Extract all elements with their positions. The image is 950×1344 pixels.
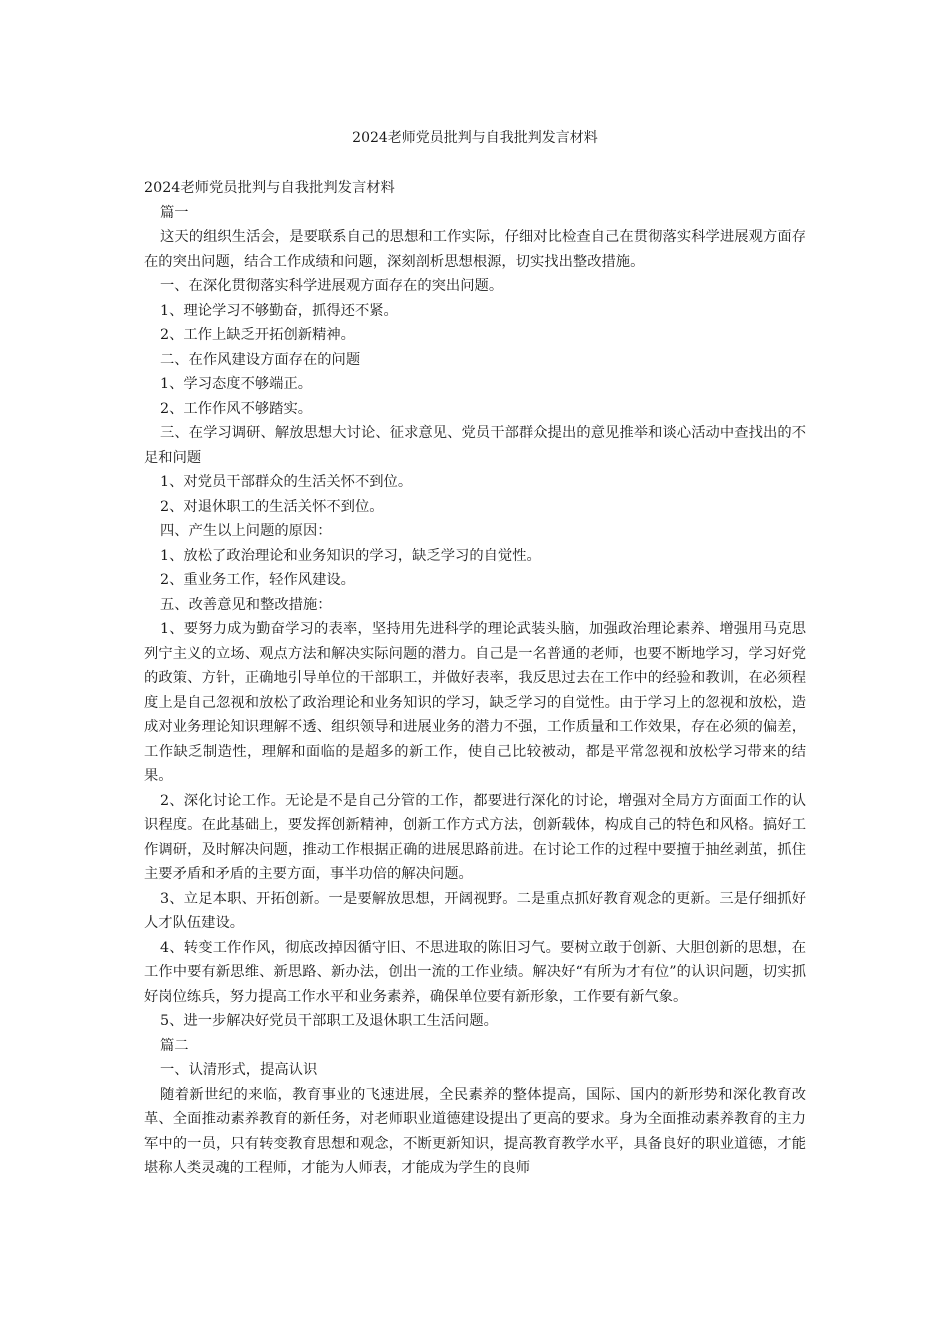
- paragraph: 一、在深化贯彻落实科学进展观方面存在的突出问题。: [160, 278, 504, 294]
- paragraph: 五、改善意见和整改措施：: [160, 596, 332, 613]
- paragraph: 3、立足本职、开拓创新。一是要解放思想，开阔视野。二是重点抓好教育观念的更新。三是仔细抓好人才队伍建设。: [144, 890, 806, 931]
- paragraph: 1、学习态度不够端正。: [160, 376, 313, 392]
- document-body: [144, 176, 806, 1181]
- paragraph: 5、进一步解决好党员干部职工及退休职工生活问题。: [160, 1013, 498, 1029]
- paragraph: 2、工作作风不够踏实。: [160, 400, 313, 417]
- paragraph: 4、转变工作作风，彻底改掉因循守旧、不思进取的陈旧习气。要树立敢于创新、大胆创新的思想，在工作中要有新思维、新思路、新办法，创出一流的工作业绩。解决好“有所为才有位”的认识问题，切实抓好岗位练兵，努力提高工作水平和业务素养，确保单位要有新形象，工作要有新气象。: [144, 939, 806, 1005]
- paragraph: 四、产生以上问题的原因：: [160, 523, 332, 539]
- document-title: 2024老师党员批判与自我批判发言材料: [352, 130, 598, 146]
- paragraph: 一、认清形式，提高认识: [160, 1062, 318, 1078]
- paragraph: 2、重业务工作，轻作风建设。: [160, 572, 355, 588]
- paragraph: 2024老师党员批判与自我批判发言材料: [144, 180, 395, 196]
- paragraph: 二、在作风建设方面存在的问题: [160, 351, 361, 368]
- paragraph: 篇二: [160, 1037, 189, 1054]
- paragraph: 2、深化讨论工作。无论是不是自己分管的工作，都要进行深化的讨论，增强对全局方方面面工作的认识程度。在此基础上，要发挥创新精神，创新工作方式方法，创新载体，构成自己的特色和风格。搞好工作调研，及时解决问题，推动工作根据正确的进展思路前进。在讨论工作的过程中要擅于抽丝剥茧，抓住主要矛盾和矛盾的主要方面，事半功倍的解决问题。: [144, 792, 806, 882]
- paragraph: 1、要努力成为勤奋学习的表率，坚持用先进科学的理论武装头脑，加强政治理论素养、增强用马克思列宁主义的立场、观点方法和解决实际问题的潜力。自己是一名普通的老师，也要不断地学习，学习好党的政策、方针，正确地引导单位的干部职工，并做好表率，我反思过去在工作中的经验和教训，在必须程度上是自己忽视和放松了政治理论和业务知识的学习，缺乏学习的自觉性。由于学习上的忽视和放松，造成对业务理论知识理解不透、组织领导和进展业务的潜力不强，工作质量和工作效果，存在必须的偏差，工作缺乏制造性，理解和面临的是超多的新工作，使自己比较被动，都是平常忽视和放松学习带来的结果。: [144, 621, 806, 784]
- paragraph: 2、工作上缺乏开拓创新精神。: [160, 327, 355, 343]
- paragraph: 1、放松了政治理论和业务知识的学习，缺乏学习的自觉性。: [160, 547, 541, 564]
- paragraph: 篇一: [160, 204, 189, 221]
- paragraph: 2、对退休职工的生活关怀不到位。: [160, 498, 384, 515]
- paragraph: 1、理论学习不够勤奋，抓得还不紧。: [160, 302, 398, 319]
- paragraph: 随着新世纪的来临，教育事业的飞速进展，全民素养的整体提高，国际、国内的新形势和深化教育改革、全面推动素养教育的新任务，对老师职业道德建设提出了更高的要求。身为全面推动素养教育的主力军中的一员，只有转变教育思想和观念，不断更新知识，提高教育教学水平，具备良好的职业道德，才能堪称人类灵魂的工程师，才能为人师表，才能成为学生的良师: [144, 1086, 806, 1176]
- paragraph: 三、在学习调研、解放思想大讨论、征求意见、党员干部群众提出的意见推举和谈心活动中查找出的不足和问题: [144, 425, 806, 466]
- paragraph: 这天的组织生活会，是要联系自己的思想和工作实际，仔细对比检查自己在贯彻落实科学进展观方面存在的突出问题，结合工作成绩和问题，深刻剖析思想根源，切实找出整改措施。: [144, 229, 806, 270]
- paragraph: 1、对党员干部群众的生活关怀不到位。: [160, 474, 413, 490]
